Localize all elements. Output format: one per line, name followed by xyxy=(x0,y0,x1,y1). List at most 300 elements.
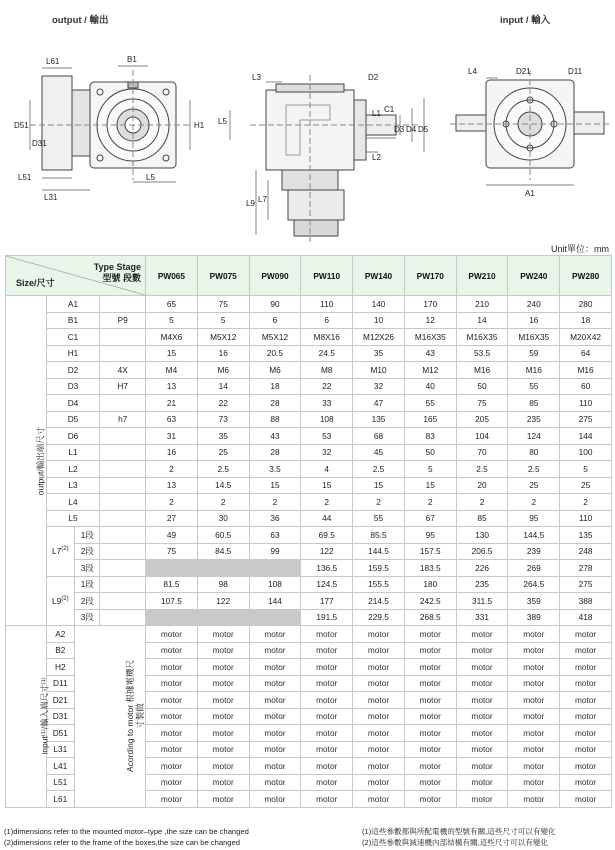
value-cell: 25 xyxy=(560,477,612,494)
value-cell: 159.5 xyxy=(353,560,405,577)
model-header: PW140 xyxy=(353,256,405,296)
value-cell: 28 xyxy=(249,444,301,461)
dim-label: L5 xyxy=(218,117,227,126)
value-cell: 144 xyxy=(249,593,301,610)
value-cell: 65 xyxy=(146,296,198,313)
motor-cell: motor xyxy=(404,708,456,725)
motor-cell: motor xyxy=(404,692,456,709)
motor-cell: motor xyxy=(353,659,405,676)
value-cell: 12 xyxy=(404,312,456,329)
motor-cell: motor xyxy=(456,642,508,659)
motor-cell: motor xyxy=(560,741,612,758)
motor-cell: motor xyxy=(508,692,560,709)
l7-label-cell xyxy=(46,527,74,577)
value-cell: 49 xyxy=(146,527,198,544)
dimension-label: D51 xyxy=(46,725,74,742)
value-cell: 183.5 xyxy=(404,560,456,577)
input-header: input / 輸入 xyxy=(500,15,551,26)
model-header: PW240 xyxy=(508,256,560,296)
table-row xyxy=(6,543,612,560)
value-cell: 110 xyxy=(560,395,612,412)
dim-label: L1 xyxy=(372,109,381,118)
empty-note-cell xyxy=(100,560,146,577)
motor-cell: motor xyxy=(353,642,405,659)
footnote-cn-2: (2)這些參數與減速機內部結構有關,這些尺寸可以有變化 xyxy=(362,838,549,847)
value-cell: 3.5 xyxy=(249,461,301,478)
value-cell: 60.5 xyxy=(197,527,249,544)
motor-cell: motor xyxy=(508,626,560,643)
value-cell: 55 xyxy=(353,510,405,527)
value-cell: 32 xyxy=(353,378,405,395)
tolerance-note: P9 xyxy=(100,312,146,329)
unavailable-cell xyxy=(249,560,301,577)
value-cell: 55 xyxy=(404,395,456,412)
motor-cell: motor xyxy=(301,692,353,709)
dimension-label: H2 xyxy=(46,659,74,676)
table-row xyxy=(6,428,612,445)
table-row xyxy=(6,477,612,494)
motor-cell: motor xyxy=(146,675,198,692)
value-cell: 2 xyxy=(301,494,353,511)
dim-label: L31 xyxy=(44,193,58,202)
motor-cell: motor xyxy=(197,708,249,725)
value-cell: 5 xyxy=(197,312,249,329)
dimension-label: L2 xyxy=(46,461,100,478)
l7-superscript: (2) xyxy=(61,546,69,553)
table-row xyxy=(6,461,612,478)
dim-label: L9 xyxy=(246,199,255,208)
value-cell: 53 xyxy=(301,428,353,445)
value-cell: 14 xyxy=(456,312,508,329)
motor-cell: motor xyxy=(146,692,198,709)
tolerance-note: h7 xyxy=(100,411,146,428)
motor-cell: motor xyxy=(560,692,612,709)
tolerance-note xyxy=(100,329,146,346)
value-cell: 31 xyxy=(146,428,198,445)
stage-label: 1段 xyxy=(75,576,100,593)
value-cell: 5 xyxy=(560,461,612,478)
value-cell: 75 xyxy=(456,395,508,412)
value-cell: 43 xyxy=(404,345,456,362)
value-cell: 85.5 xyxy=(353,527,405,544)
value-cell: 90 xyxy=(249,296,301,313)
value-cell: 88 xyxy=(249,411,301,428)
value-cell: 60 xyxy=(560,378,612,395)
value-cell: 22 xyxy=(197,395,249,412)
value-cell: 214.5 xyxy=(353,593,405,610)
value-cell: 206.5 xyxy=(456,543,508,560)
motor-cell: motor xyxy=(508,675,560,692)
dimension-label: D5 xyxy=(46,411,100,428)
dim-label: L5 xyxy=(146,173,155,182)
motor-cell: motor xyxy=(249,774,301,791)
value-cell: 21 xyxy=(146,395,198,412)
l9-label-cell xyxy=(46,576,74,626)
value-cell: 4 xyxy=(301,461,353,478)
motor-cell: motor xyxy=(404,626,456,643)
dim-label: L7 xyxy=(258,195,267,204)
unit-label: Unit單位：mm xyxy=(551,244,609,254)
l9-label: L9 xyxy=(52,595,62,606)
value-cell: 5 xyxy=(146,312,198,329)
motor-cell: motor xyxy=(301,774,353,791)
value-cell: 170 xyxy=(404,296,456,313)
dimension-label: C1 xyxy=(46,329,100,346)
l9-superscript: (2) xyxy=(61,595,69,602)
motor-cell: motor xyxy=(353,741,405,758)
stage-label: 3段 xyxy=(75,609,100,626)
value-cell: 180 xyxy=(404,576,456,593)
value-cell: 331 xyxy=(456,609,508,626)
motor-cell: motor xyxy=(456,675,508,692)
motor-cell: motor xyxy=(404,659,456,676)
motor-cell: motor xyxy=(456,758,508,775)
value-cell: 16 xyxy=(508,312,560,329)
motor-cell: motor xyxy=(301,642,353,659)
value-cell: 70 xyxy=(456,444,508,461)
value-cell: 240 xyxy=(508,296,560,313)
motor-cell: motor xyxy=(456,659,508,676)
footnote-cn-1: (1)這些參數都與所配電機的型號有關,這些尺寸可以有變化 xyxy=(362,827,556,836)
motor-cell: motor xyxy=(249,692,301,709)
value-cell: 95 xyxy=(404,527,456,544)
motor-cell: motor xyxy=(508,725,560,742)
dimension-label: D31 xyxy=(46,708,74,725)
value-cell: 311.5 xyxy=(456,593,508,610)
value-cell: 278 xyxy=(560,560,612,577)
motor-note: Acording to motor 根據電機尺寸製做 xyxy=(125,660,146,773)
dim-label: D11 xyxy=(568,67,583,76)
value-cell: 30 xyxy=(197,510,249,527)
motor-cell: motor xyxy=(560,675,612,692)
motor-cell: motor xyxy=(404,774,456,791)
motor-cell: motor xyxy=(404,725,456,742)
value-cell: 359 xyxy=(508,593,560,610)
footnote-en-2: (2)dimensions refer to the frame of the boxes,the size can be changed xyxy=(4,838,240,847)
motor-cell: motor xyxy=(353,758,405,775)
value-cell: 2 xyxy=(197,494,249,511)
motor-cell: motor xyxy=(146,626,198,643)
type-stage-cn-label: 型號 段數 xyxy=(102,273,142,283)
value-cell: 67 xyxy=(404,510,456,527)
table-row xyxy=(6,378,612,395)
tolerance-note xyxy=(100,477,146,494)
motor-cell: motor xyxy=(146,791,198,808)
value-cell: 85 xyxy=(456,510,508,527)
value-cell: M5X12 xyxy=(197,329,249,346)
value-cell: 264.5 xyxy=(508,576,560,593)
value-cell: 16 xyxy=(146,444,198,461)
motor-cell: motor xyxy=(353,725,405,742)
value-cell: 130 xyxy=(456,527,508,544)
dim-label: D31 xyxy=(32,139,47,148)
tolerance-note xyxy=(100,510,146,527)
table-row xyxy=(6,444,612,461)
value-cell: 32 xyxy=(301,444,353,461)
value-cell: 35 xyxy=(353,345,405,362)
dim-label: D2 xyxy=(368,73,379,82)
dimension-label: D11 xyxy=(46,675,74,692)
value-cell: 6 xyxy=(249,312,301,329)
value-cell: 20 xyxy=(456,477,508,494)
value-cell: 44 xyxy=(301,510,353,527)
motor-cell: motor xyxy=(508,659,560,676)
motor-cell: motor xyxy=(560,774,612,791)
value-cell: 100 xyxy=(560,444,612,461)
dimension-label: L51 xyxy=(46,774,74,791)
input-group-cell xyxy=(6,626,50,808)
motor-cell: motor xyxy=(197,741,249,758)
tolerance-note xyxy=(100,345,146,362)
value-cell: 124 xyxy=(508,428,560,445)
l7-label: L7 xyxy=(52,546,62,557)
dimension-label: D6 xyxy=(46,428,100,445)
tolerance-note xyxy=(100,296,146,313)
size-label: Size/尺寸 xyxy=(16,278,55,288)
value-cell: 2 xyxy=(146,461,198,478)
value-cell: M20X42 xyxy=(560,329,612,346)
value-cell: 63 xyxy=(249,527,301,544)
value-cell: 280 xyxy=(560,296,612,313)
value-cell: M6 xyxy=(197,362,249,379)
value-cell: 14 xyxy=(197,378,249,395)
motor-cell: motor xyxy=(197,725,249,742)
motor-cell: motor xyxy=(249,708,301,725)
motor-cell: motor xyxy=(197,626,249,643)
motor-cell: motor xyxy=(353,708,405,725)
motor-cell: motor xyxy=(249,642,301,659)
value-cell: 2.5 xyxy=(353,461,405,478)
stage-label: 2段 xyxy=(75,543,100,560)
dim-label: D21 xyxy=(516,67,531,76)
stage-label: 1段 xyxy=(75,527,100,544)
header-corner-cell xyxy=(6,256,146,296)
output-group-cell xyxy=(6,296,47,626)
dim-label: B1 xyxy=(127,55,137,64)
value-cell: 80 xyxy=(508,444,560,461)
empty-note-cell xyxy=(100,593,146,610)
motor-cell: motor xyxy=(508,741,560,758)
table-row xyxy=(6,345,612,362)
tolerance-note xyxy=(100,444,146,461)
value-cell: 122 xyxy=(301,543,353,560)
motor-cell: motor xyxy=(456,708,508,725)
value-cell: 55 xyxy=(508,378,560,395)
value-cell: 15 xyxy=(353,477,405,494)
dim-label: C1 xyxy=(384,105,395,114)
motor-cell: motor xyxy=(146,741,198,758)
value-cell: 144.5 xyxy=(508,527,560,544)
model-header: PW090 xyxy=(249,256,301,296)
unavailable-cell xyxy=(197,609,249,626)
motor-cell: motor xyxy=(301,626,353,643)
motor-cell: motor xyxy=(508,708,560,725)
motor-cell: motor xyxy=(404,791,456,808)
table-row xyxy=(6,312,612,329)
value-cell: 16 xyxy=(197,345,249,362)
motor-cell: motor xyxy=(301,741,353,758)
motor-note-cell xyxy=(75,626,146,808)
empty-note-cell xyxy=(100,609,146,626)
value-cell: 24.5 xyxy=(301,345,353,362)
motor-cell: motor xyxy=(456,725,508,742)
unavailable-cell xyxy=(249,609,301,626)
motor-cell: motor xyxy=(456,692,508,709)
value-cell: 75 xyxy=(146,543,198,560)
motor-cell: motor xyxy=(197,692,249,709)
dim-label: D3 xyxy=(394,125,405,134)
output-header: output / 輸出 xyxy=(52,15,109,26)
value-cell: 191.5 xyxy=(301,609,353,626)
side-view-drawing xyxy=(250,75,420,242)
dim-label: L2 xyxy=(372,153,381,162)
value-cell: 10 xyxy=(353,312,405,329)
motor-cell: motor xyxy=(404,642,456,659)
value-cell: 18 xyxy=(560,312,612,329)
value-cell: 2 xyxy=(404,494,456,511)
table-row xyxy=(6,329,612,346)
motor-cell: motor xyxy=(197,659,249,676)
value-cell: 248 xyxy=(560,543,612,560)
stage-label: 2段 xyxy=(75,593,100,610)
tolerance-note: 4X xyxy=(100,362,146,379)
value-cell: 144 xyxy=(560,428,612,445)
motor-cell: motor xyxy=(197,675,249,692)
value-cell: M16X35 xyxy=(404,329,456,346)
value-cell: 242.5 xyxy=(404,593,456,610)
value-cell: 64 xyxy=(560,345,612,362)
spec-table xyxy=(5,255,612,808)
value-cell: 2 xyxy=(249,494,301,511)
dim-label: H1 xyxy=(194,121,205,130)
value-cell: 2 xyxy=(456,494,508,511)
empty-note-cell xyxy=(100,543,146,560)
motor-cell: motor xyxy=(404,758,456,775)
value-cell: M16 xyxy=(560,362,612,379)
value-cell: 110 xyxy=(560,510,612,527)
value-cell: 35 xyxy=(197,428,249,445)
motor-cell: motor xyxy=(560,791,612,808)
dim-label: L61 xyxy=(46,57,60,66)
dim-label: D5 xyxy=(418,125,429,134)
motor-cell: motor xyxy=(146,758,198,775)
stage-label: 3段 xyxy=(75,560,100,577)
motor-cell: motor xyxy=(560,659,612,676)
value-cell: 268.5 xyxy=(404,609,456,626)
motor-cell: motor xyxy=(146,708,198,725)
tolerance-note: H7 xyxy=(100,378,146,395)
value-cell: M16X35 xyxy=(508,329,560,346)
table-row xyxy=(6,609,612,626)
value-cell: 104 xyxy=(456,428,508,445)
value-cell: M16 xyxy=(508,362,560,379)
dimension-label: D4 xyxy=(46,395,100,412)
table-row xyxy=(6,560,612,577)
value-cell: 47 xyxy=(353,395,405,412)
value-cell: 2.5 xyxy=(197,461,249,478)
value-cell: 50 xyxy=(456,378,508,395)
dimension-label: L5 xyxy=(46,510,100,527)
unavailable-cell xyxy=(197,560,249,577)
value-cell: 84.5 xyxy=(197,543,249,560)
model-header: PW280 xyxy=(560,256,612,296)
dimension-label: H1 xyxy=(46,345,100,362)
motor-cell: motor xyxy=(146,659,198,676)
motor-cell: motor xyxy=(456,774,508,791)
dimension-label: A1 xyxy=(46,296,100,313)
value-cell: 157.5 xyxy=(404,543,456,560)
value-cell: 14.5 xyxy=(197,477,249,494)
value-cell: M8 xyxy=(301,362,353,379)
motor-cell: motor xyxy=(249,659,301,676)
value-cell: 69.5 xyxy=(301,527,353,544)
motor-cell: motor xyxy=(456,741,508,758)
model-header: PW110 xyxy=(301,256,353,296)
motor-cell: motor xyxy=(249,675,301,692)
table-row xyxy=(6,395,612,412)
motor-cell: motor xyxy=(508,758,560,775)
value-cell: 275 xyxy=(560,411,612,428)
dimension-label: A2 xyxy=(46,626,74,643)
tolerance-note xyxy=(100,395,146,412)
motor-cell: motor xyxy=(508,791,560,808)
value-cell: M4X6 xyxy=(146,329,198,346)
motor-cell: motor xyxy=(301,758,353,775)
table-row xyxy=(6,593,612,610)
value-cell: 15 xyxy=(146,345,198,362)
model-header: PW065 xyxy=(146,256,198,296)
motor-cell: motor xyxy=(508,642,560,659)
value-cell: 135 xyxy=(560,527,612,544)
input-group-label: input⁽¹⁾/輸入端尺寸⁽¹⁾ xyxy=(39,677,50,755)
output-group-label: output/輸出端尺寸 xyxy=(35,426,46,495)
motor-cell: motor xyxy=(301,725,353,742)
motor-cell: motor xyxy=(353,791,405,808)
table-row xyxy=(6,510,612,527)
value-cell: M12X26 xyxy=(353,329,405,346)
value-cell: 33 xyxy=(301,395,353,412)
empty-note-cell xyxy=(100,576,146,593)
motor-cell: motor xyxy=(560,708,612,725)
value-cell: M8X16 xyxy=(301,329,353,346)
value-cell: 18 xyxy=(249,378,301,395)
value-cell: 15 xyxy=(404,477,456,494)
value-cell: M16 xyxy=(456,362,508,379)
table-header-row xyxy=(6,256,612,296)
model-header: PW210 xyxy=(456,256,508,296)
value-cell: 388 xyxy=(560,593,612,610)
table-row xyxy=(6,626,612,643)
value-cell: 13 xyxy=(146,477,198,494)
value-cell: 108 xyxy=(249,576,301,593)
dim-label: L4 xyxy=(468,67,477,76)
motor-cell: motor xyxy=(560,758,612,775)
motor-cell: motor xyxy=(301,675,353,692)
value-cell: 20.5 xyxy=(249,345,301,362)
unavailable-cell xyxy=(146,560,198,577)
value-cell: 122 xyxy=(197,593,249,610)
value-cell: M5X12 xyxy=(249,329,301,346)
dimension-label: L61 xyxy=(46,791,74,808)
value-cell: 136.5 xyxy=(301,560,353,577)
table-row xyxy=(6,296,612,313)
value-cell: 2.5 xyxy=(508,461,560,478)
motor-cell: motor xyxy=(353,626,405,643)
motor-cell: motor xyxy=(197,774,249,791)
value-cell: 53.5 xyxy=(456,345,508,362)
motor-cell: motor xyxy=(508,774,560,791)
value-cell: 210 xyxy=(456,296,508,313)
